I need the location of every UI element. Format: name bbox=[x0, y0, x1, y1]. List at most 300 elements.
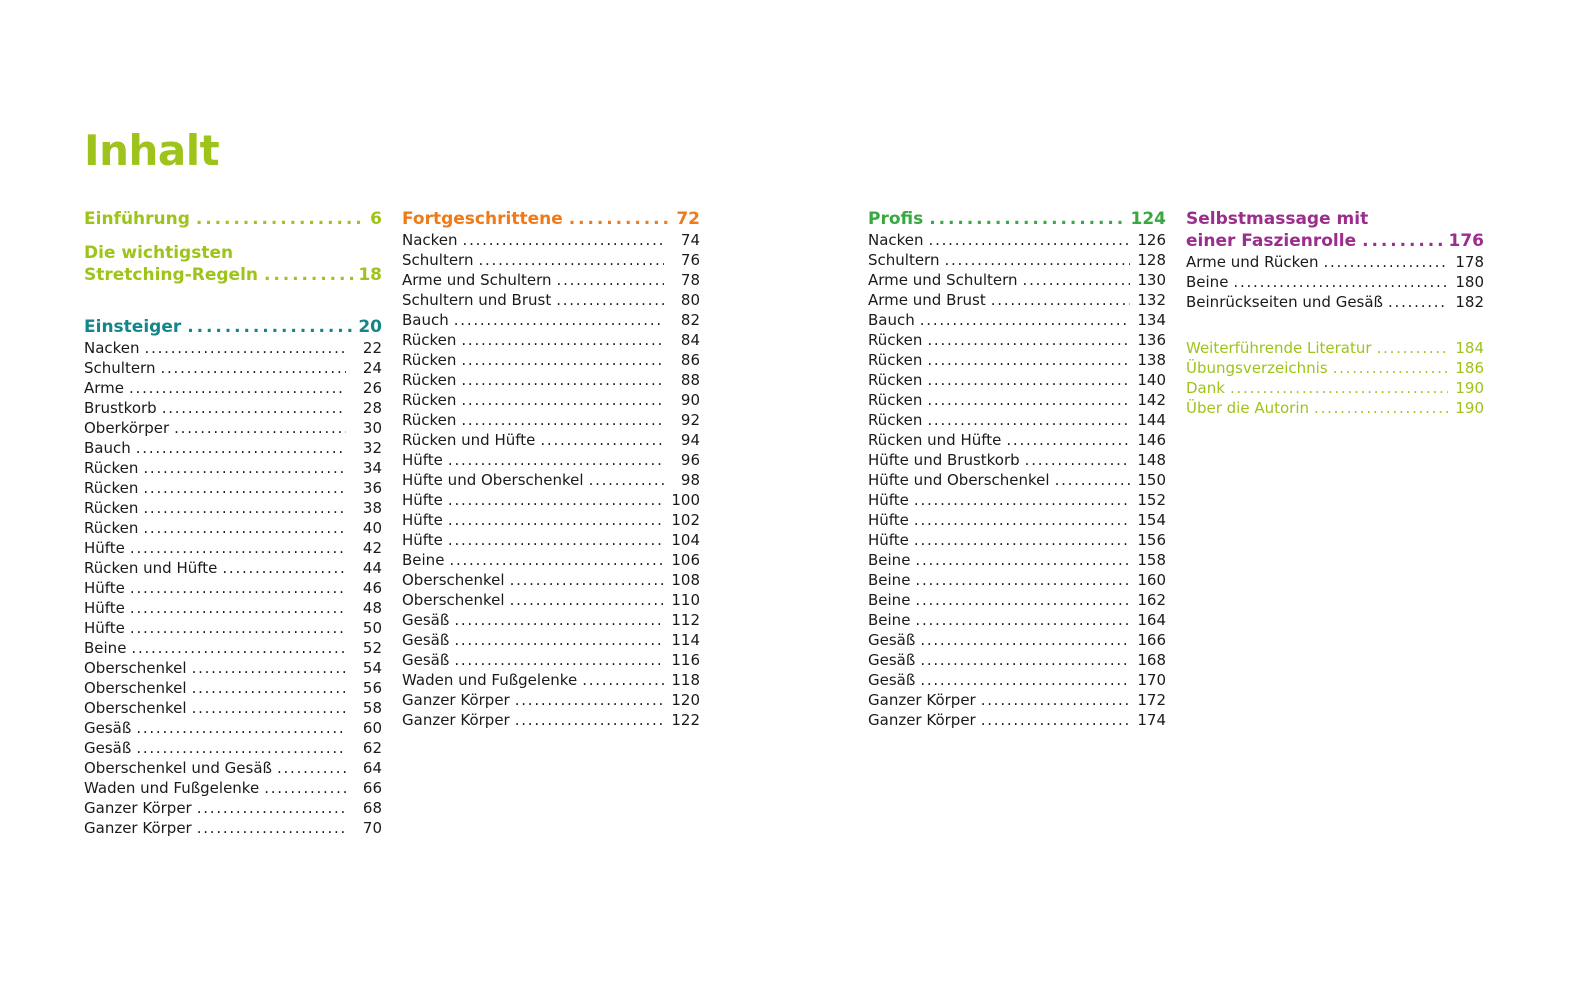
dot-leader bbox=[929, 208, 1126, 230]
dot-leader bbox=[556, 290, 664, 310]
dot-leader bbox=[927, 410, 1130, 430]
toc-entry-label: Hüfte und Oberschenkel bbox=[402, 471, 584, 489]
toc-entry[interactable] bbox=[868, 430, 1166, 450]
toc-entry[interactable] bbox=[84, 718, 382, 738]
dot-leader bbox=[461, 390, 664, 410]
toc-heading-page: 6 bbox=[370, 209, 382, 229]
dot-leader bbox=[264, 778, 346, 798]
dot-leader bbox=[991, 290, 1130, 310]
dot-leader bbox=[264, 264, 354, 286]
toc-column-3 bbox=[868, 208, 1166, 730]
toc-entry-page: 86 bbox=[680, 351, 700, 369]
dot-leader bbox=[130, 618, 346, 638]
toc-entry-page: 98 bbox=[680, 471, 700, 489]
dot-leader bbox=[1323, 252, 1448, 272]
toc-entry-page: 112 bbox=[671, 611, 700, 629]
toc-heading-einfuehrung[interactable] bbox=[84, 208, 382, 230]
toc-entry-label: Gesäß bbox=[868, 671, 916, 689]
toc-entry[interactable] bbox=[1186, 272, 1484, 292]
toc-entry[interactable] bbox=[868, 310, 1166, 330]
toc-entry-page: 56 bbox=[362, 679, 382, 697]
toc-entry-label: Bauch bbox=[84, 439, 131, 457]
toc-entry[interactable] bbox=[84, 438, 382, 458]
toc-entry-label: Hüfte und Brustkorb bbox=[868, 451, 1020, 469]
toc-entry-label: Ganzer Körper bbox=[402, 691, 510, 709]
dot-leader bbox=[222, 558, 346, 578]
toc-entry-page: 180 bbox=[1455, 273, 1484, 291]
toc-entry-page: 52 bbox=[362, 639, 382, 657]
toc-entry-label: Arme und Brust bbox=[868, 291, 986, 309]
toc-entry[interactable] bbox=[402, 330, 700, 350]
toc-entry-label: Hüfte bbox=[402, 491, 443, 509]
toc-entry-page: 90 bbox=[680, 391, 700, 409]
toc-entry[interactable] bbox=[402, 650, 700, 670]
dot-leader bbox=[461, 350, 664, 370]
toc-entry-page: 64 bbox=[362, 759, 382, 777]
toc-entry-page: 158 bbox=[1137, 551, 1166, 569]
toc-entry-page: 134 bbox=[1137, 311, 1166, 329]
toc-entry[interactable] bbox=[868, 550, 1166, 570]
dot-leader bbox=[920, 630, 1130, 650]
toc-entry-label: Rücken und Hüfte bbox=[84, 559, 218, 577]
toc-entry-page: 128 bbox=[1137, 251, 1166, 269]
toc-entry-label: Gesäß bbox=[84, 719, 132, 737]
toc-entry-page: 156 bbox=[1137, 531, 1166, 549]
toc-entry[interactable] bbox=[402, 570, 700, 590]
toc-entry-label: Rücken bbox=[868, 391, 923, 409]
toc-entry[interactable] bbox=[84, 618, 382, 638]
toc-entry[interactable] bbox=[868, 610, 1166, 630]
toc-entry-page: 82 bbox=[680, 311, 700, 329]
toc-entry-label: Rücken bbox=[402, 351, 457, 369]
toc-list-profis bbox=[868, 230, 1166, 730]
toc-entry[interactable] bbox=[1186, 398, 1484, 418]
toc-entry-page: 166 bbox=[1137, 631, 1166, 649]
toc-entry[interactable] bbox=[402, 290, 700, 310]
toc-entry-label: Beine bbox=[402, 551, 445, 569]
toc-entry[interactable] bbox=[868, 470, 1166, 490]
toc-entry-label: Beine bbox=[868, 591, 911, 609]
toc-entry-label: Hüfte bbox=[868, 531, 909, 549]
toc-heading-einsteiger[interactable] bbox=[84, 316, 382, 338]
toc-entry-label: Rücken und Hüfte bbox=[402, 431, 536, 449]
toc-entry[interactable] bbox=[402, 490, 700, 510]
toc-entry-label: Ganzer Körper bbox=[868, 691, 976, 709]
toc-entry-label: Arme und Rücken bbox=[1186, 253, 1319, 271]
dot-leader bbox=[920, 670, 1130, 690]
toc-heading-rules-line1: Die wichtigsten bbox=[84, 243, 234, 263]
toc-entry-label: Brustkorb bbox=[84, 399, 157, 417]
dot-leader bbox=[1023, 270, 1130, 290]
toc-entry-page: 146 bbox=[1137, 431, 1166, 449]
toc-entry-label: Rücken bbox=[868, 351, 923, 369]
toc-entry[interactable] bbox=[84, 678, 382, 698]
toc-entry-page: 66 bbox=[362, 779, 382, 797]
toc-entry[interactable] bbox=[84, 778, 382, 798]
dot-leader bbox=[557, 270, 664, 290]
toc-entry[interactable] bbox=[402, 690, 700, 710]
toc-entry[interactable] bbox=[868, 390, 1166, 410]
toc-entry-page: 190 bbox=[1455, 379, 1484, 397]
toc-entry[interactable] bbox=[84, 558, 382, 578]
dot-leader bbox=[927, 370, 1130, 390]
toc-entry-label: Gesäß bbox=[868, 651, 916, 669]
toc-entry-label: Rücken bbox=[402, 391, 457, 409]
dot-leader bbox=[981, 710, 1130, 730]
dot-leader bbox=[277, 758, 346, 778]
toc-entry-page: 186 bbox=[1455, 359, 1484, 377]
toc-entry[interactable] bbox=[402, 670, 700, 690]
toc-entry-page: 104 bbox=[671, 531, 700, 549]
dot-leader bbox=[197, 798, 346, 818]
dot-leader bbox=[981, 690, 1130, 710]
toc-entry[interactable] bbox=[868, 670, 1166, 690]
toc-entry-label: Gesäß bbox=[402, 651, 450, 669]
toc-entry[interactable] bbox=[868, 330, 1166, 350]
dot-leader bbox=[463, 230, 664, 250]
toc-entry-label: Hüfte bbox=[84, 619, 125, 637]
dot-leader bbox=[143, 518, 346, 538]
toc-entry-page: 172 bbox=[1137, 691, 1166, 709]
toc-entry[interactable] bbox=[402, 530, 700, 550]
toc-entry-page: 94 bbox=[680, 431, 700, 449]
toc-entry-page: 88 bbox=[680, 371, 700, 389]
toc-heading-label: Profis bbox=[868, 209, 924, 229]
toc-entry-label: Übungsverzeichnis bbox=[1186, 359, 1328, 377]
toc-entry[interactable] bbox=[84, 538, 382, 558]
toc-entry-page: 136 bbox=[1137, 331, 1166, 349]
toc-entry-label: Rücken bbox=[868, 411, 923, 429]
toc-entry-page: 34 bbox=[362, 459, 382, 477]
toc-entry[interactable] bbox=[84, 638, 382, 658]
toc-entry[interactable] bbox=[868, 350, 1166, 370]
toc-entry-page: 174 bbox=[1137, 711, 1166, 729]
toc-entry[interactable] bbox=[1186, 292, 1484, 312]
toc-entry-page: 148 bbox=[1137, 451, 1166, 469]
toc-entry-label: Rücken bbox=[402, 371, 457, 389]
toc-entry[interactable] bbox=[868, 530, 1166, 550]
toc-entry-label: Ganzer Körper bbox=[84, 819, 192, 837]
dot-leader bbox=[448, 450, 664, 470]
dot-leader bbox=[1233, 272, 1448, 292]
toc-entry-label: Rücken bbox=[868, 371, 923, 389]
toc-entry-label: Waden und Fußgelenke bbox=[402, 671, 578, 689]
toc-entry[interactable] bbox=[868, 290, 1166, 310]
toc-entry[interactable] bbox=[868, 630, 1166, 650]
toc-entry-label: Dank bbox=[1186, 379, 1225, 397]
toc-entry-page: 62 bbox=[362, 739, 382, 757]
toc-entry-label: Gesäß bbox=[84, 739, 132, 757]
toc-entry[interactable] bbox=[84, 498, 382, 518]
dot-leader bbox=[915, 550, 1130, 570]
toc-entry[interactable] bbox=[84, 738, 382, 758]
toc-list-fortgeschrittene bbox=[402, 230, 700, 730]
toc-entry[interactable] bbox=[84, 758, 382, 778]
toc-entry[interactable] bbox=[402, 350, 700, 370]
toc-entry-page: 78 bbox=[680, 271, 700, 289]
toc-entry-label: Rücken bbox=[402, 331, 457, 349]
toc-entry-page: 28 bbox=[362, 399, 382, 417]
toc-entry-page: 170 bbox=[1137, 671, 1166, 689]
toc-column-1 bbox=[84, 208, 382, 838]
toc-entry[interactable] bbox=[84, 598, 382, 618]
toc-entry[interactable] bbox=[868, 250, 1166, 270]
toc-entry-page: 118 bbox=[671, 671, 700, 689]
dot-leader bbox=[1388, 292, 1448, 312]
toc-entry-label: Nacken bbox=[868, 231, 924, 249]
dot-leader bbox=[1006, 430, 1130, 450]
toc-entry[interactable] bbox=[402, 410, 700, 430]
toc-entry-label: Waden und Fußgelenke bbox=[84, 779, 260, 797]
toc-entry-page: 140 bbox=[1137, 371, 1166, 389]
dot-leader bbox=[914, 490, 1130, 510]
toc-entry-label: Beine bbox=[868, 611, 911, 629]
toc-entry[interactable] bbox=[402, 390, 700, 410]
dot-leader bbox=[510, 590, 664, 610]
toc-entry[interactable] bbox=[1186, 338, 1484, 358]
toc-entry[interactable] bbox=[84, 798, 382, 818]
toc-entry-page: 32 bbox=[362, 439, 382, 457]
dot-leader bbox=[197, 818, 346, 838]
toc-entry-page: 38 bbox=[362, 499, 382, 517]
dot-leader bbox=[1362, 230, 1444, 252]
dot-leader bbox=[1230, 378, 1448, 398]
toc-entry-label: Rücken bbox=[84, 459, 139, 477]
toc-heading-profis[interactable] bbox=[868, 208, 1166, 230]
toc-entry[interactable] bbox=[868, 510, 1166, 530]
toc-entry[interactable] bbox=[84, 398, 382, 418]
toc-entry-page: 96 bbox=[680, 451, 700, 469]
dot-leader bbox=[192, 698, 346, 718]
toc-entry-label: Beine bbox=[868, 571, 911, 589]
toc-column-2 bbox=[402, 208, 700, 730]
toc-entry[interactable] bbox=[402, 710, 700, 730]
toc-entry[interactable] bbox=[402, 450, 700, 470]
toc-entry[interactable] bbox=[868, 410, 1166, 430]
toc-entry-page: 168 bbox=[1137, 651, 1166, 669]
toc-entry[interactable] bbox=[868, 690, 1166, 710]
toc-entry[interactable] bbox=[84, 478, 382, 498]
toc-entry-page: 108 bbox=[671, 571, 700, 589]
toc-entry-page: 114 bbox=[671, 631, 700, 649]
toc-entry-label: Oberschenkel bbox=[84, 659, 187, 677]
toc-entry[interactable] bbox=[84, 378, 382, 398]
toc-heading-page: 20 bbox=[358, 317, 382, 337]
toc-entry-label: Nacken bbox=[402, 231, 458, 249]
dot-leader bbox=[1333, 358, 1448, 378]
toc-entry[interactable] bbox=[84, 578, 382, 598]
toc-entry-page: 44 bbox=[362, 559, 382, 577]
dot-leader bbox=[540, 430, 664, 450]
toc-entry[interactable] bbox=[402, 370, 700, 390]
toc-entry[interactable] bbox=[84, 418, 382, 438]
toc-entry[interactable] bbox=[1186, 252, 1484, 272]
dot-leader bbox=[136, 718, 346, 738]
toc-list-faszienrolle bbox=[1186, 252, 1484, 312]
toc-heading-label: Einsteiger bbox=[84, 317, 182, 337]
toc-entry-page: 162 bbox=[1137, 591, 1166, 609]
dot-leader bbox=[129, 378, 346, 398]
toc-entry-label: Rücken bbox=[84, 479, 139, 497]
toc-entry[interactable] bbox=[868, 370, 1166, 390]
dot-leader bbox=[160, 358, 346, 378]
toc-entry-page: 178 bbox=[1455, 253, 1484, 271]
toc-entry-label: Ganzer Körper bbox=[868, 711, 976, 729]
toc-entry-page: 116 bbox=[671, 651, 700, 669]
toc-entry-page: 42 bbox=[362, 539, 382, 557]
toc-entry-label: Arme und Schultern bbox=[402, 271, 552, 289]
toc-entry-label: Ganzer Körper bbox=[84, 799, 192, 817]
toc-entry[interactable] bbox=[402, 630, 700, 650]
toc-heading-rules[interactable] bbox=[84, 264, 382, 286]
toc-entry-page: 76 bbox=[680, 251, 700, 269]
toc-entry-label: Bauch bbox=[868, 311, 915, 329]
dot-leader bbox=[448, 490, 664, 510]
toc-entry-page: 102 bbox=[671, 511, 700, 529]
toc-entry-label: Hüfte bbox=[868, 511, 909, 529]
dot-leader bbox=[461, 370, 664, 390]
dot-leader bbox=[461, 330, 664, 350]
toc-entry[interactable] bbox=[402, 590, 700, 610]
toc-heading-fortgeschrittene[interactable] bbox=[402, 208, 700, 230]
toc-entry[interactable] bbox=[868, 590, 1166, 610]
toc-entry[interactable] bbox=[1186, 358, 1484, 378]
toc-entry[interactable] bbox=[868, 270, 1166, 290]
toc-entry[interactable] bbox=[84, 658, 382, 678]
toc-entry[interactable] bbox=[402, 430, 700, 450]
dot-leader bbox=[461, 410, 664, 430]
dot-leader bbox=[130, 538, 346, 558]
dot-leader bbox=[515, 690, 664, 710]
toc-entry-page: 184 bbox=[1455, 339, 1484, 357]
dot-leader bbox=[143, 498, 346, 518]
toc-entry-label: Gesäß bbox=[402, 631, 450, 649]
toc-entry-page: 50 bbox=[362, 619, 382, 637]
toc-entry-page: 58 bbox=[362, 699, 382, 717]
dot-leader bbox=[454, 610, 664, 630]
dot-leader bbox=[1314, 398, 1448, 418]
toc-entry-page: 130 bbox=[1137, 271, 1166, 289]
toc-entry[interactable] bbox=[402, 270, 700, 290]
toc-entry-page: 138 bbox=[1137, 351, 1166, 369]
toc-entry[interactable] bbox=[84, 458, 382, 478]
toc-column-4 bbox=[1186, 208, 1484, 418]
toc-entry-label: Hüfte bbox=[402, 531, 443, 549]
toc-entry-page: 144 bbox=[1137, 411, 1166, 429]
toc-entry-page: 24 bbox=[362, 359, 382, 377]
dot-leader bbox=[136, 438, 346, 458]
toc-entry[interactable] bbox=[402, 550, 700, 570]
toc-entry[interactable] bbox=[402, 250, 700, 270]
toc-entry-label: Arme bbox=[84, 379, 125, 397]
dot-leader bbox=[515, 710, 664, 730]
dot-leader bbox=[915, 570, 1130, 590]
dot-leader bbox=[454, 310, 664, 330]
toc-entry[interactable] bbox=[84, 358, 382, 378]
dot-leader bbox=[920, 310, 1130, 330]
toc-entry[interactable] bbox=[868, 570, 1166, 590]
dot-leader bbox=[914, 530, 1130, 550]
toc-entry[interactable] bbox=[402, 310, 700, 330]
toc-heading-page: 176 bbox=[1448, 231, 1484, 251]
dot-leader bbox=[927, 330, 1130, 350]
toc-entry-page: 30 bbox=[362, 419, 382, 437]
toc-entry[interactable] bbox=[402, 230, 700, 250]
toc-entry-label: Schultern bbox=[84, 359, 156, 377]
toc-entry-page: 160 bbox=[1137, 571, 1166, 589]
toc-heading-page: 18 bbox=[358, 265, 382, 285]
dot-leader bbox=[478, 250, 664, 270]
toc-entry[interactable] bbox=[868, 650, 1166, 670]
toc-entry[interactable] bbox=[84, 698, 382, 718]
dot-leader bbox=[1377, 338, 1448, 358]
toc-entry-page: 70 bbox=[362, 819, 382, 837]
dot-leader bbox=[589, 470, 664, 490]
toc-heading-label: Stretching-Regeln bbox=[84, 265, 258, 285]
dot-leader bbox=[920, 650, 1130, 670]
toc-entry[interactable] bbox=[84, 818, 382, 838]
toc-entry-label: Schultern bbox=[868, 251, 940, 269]
toc-entry[interactable] bbox=[402, 470, 700, 490]
dot-leader bbox=[449, 550, 664, 570]
toc-entry[interactable] bbox=[868, 230, 1166, 250]
toc-entry-label: Hüfte und Oberschenkel bbox=[868, 471, 1050, 489]
toc-entry-page: 26 bbox=[362, 379, 382, 397]
toc-entry-page: 126 bbox=[1137, 231, 1166, 249]
toc-entry-label: Weiterführende Literatur bbox=[1186, 339, 1372, 357]
toc-entry-page: 74 bbox=[680, 231, 700, 249]
toc-entry[interactable] bbox=[84, 338, 382, 358]
toc-entry[interactable] bbox=[868, 490, 1166, 510]
toc-entry-page: 68 bbox=[362, 799, 382, 817]
toc-heading-faszienrolle[interactable] bbox=[1186, 230, 1484, 252]
toc-entry-page: 152 bbox=[1137, 491, 1166, 509]
toc-entry[interactable] bbox=[868, 710, 1166, 730]
toc-entry-page: 106 bbox=[671, 551, 700, 569]
toc-entry-label: Ganzer Körper bbox=[402, 711, 510, 729]
toc-entry-page: 84 bbox=[680, 331, 700, 349]
toc-entry-label: Schultern bbox=[402, 251, 474, 269]
toc-entry-page: 182 bbox=[1455, 293, 1484, 311]
dot-leader bbox=[454, 630, 664, 650]
dot-leader bbox=[130, 578, 346, 598]
dot-leader bbox=[174, 418, 346, 438]
dot-leader bbox=[927, 390, 1130, 410]
dot-leader bbox=[927, 350, 1130, 370]
dot-leader bbox=[915, 590, 1130, 610]
toc-entry[interactable] bbox=[868, 450, 1166, 470]
toc-entry[interactable] bbox=[1186, 378, 1484, 398]
toc-entry-label: Rücken bbox=[402, 411, 457, 429]
toc-entry-label: Oberschenkel bbox=[402, 571, 505, 589]
toc-entry[interactable] bbox=[402, 510, 700, 530]
dot-leader bbox=[448, 510, 664, 530]
toc-entry-label: Gesäß bbox=[402, 611, 450, 629]
toc-entry-label: Schultern und Brust bbox=[402, 291, 552, 309]
toc-entry-label: Hüfte bbox=[84, 539, 125, 557]
dot-leader bbox=[136, 738, 346, 758]
toc-entry[interactable] bbox=[84, 518, 382, 538]
toc-entry-page: 154 bbox=[1137, 511, 1166, 529]
toc-entry-page: 80 bbox=[680, 291, 700, 309]
toc-entry-label: Oberkörper bbox=[84, 419, 170, 437]
toc-entry[interactable] bbox=[402, 610, 700, 630]
toc-entry-label: Hüfte bbox=[868, 491, 909, 509]
dot-leader bbox=[130, 598, 346, 618]
dot-leader bbox=[131, 638, 346, 658]
dot-leader bbox=[944, 250, 1130, 270]
toc-entry-label: Hüfte bbox=[402, 451, 443, 469]
